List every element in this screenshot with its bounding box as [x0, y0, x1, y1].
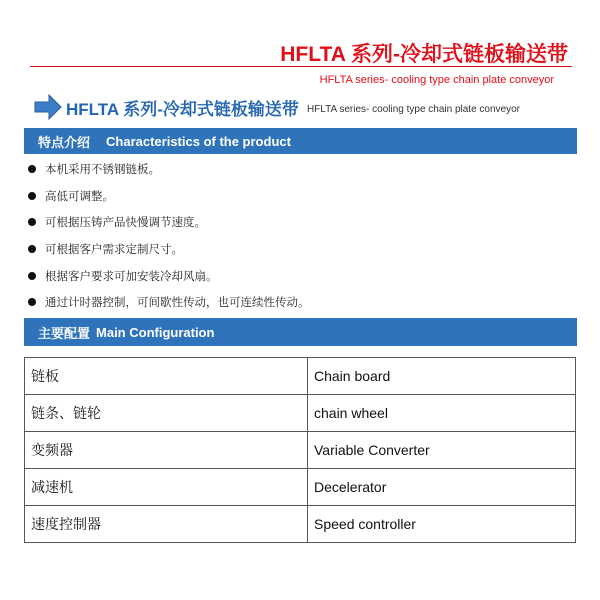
table-cell-en: Speed controller [308, 506, 576, 543]
feature-text: 根据客户要求可加安装冷却风扇。 [45, 270, 218, 283]
table-cell-cn: 链板 [25, 358, 308, 395]
bullet-icon [28, 218, 36, 226]
bullet-icon [28, 272, 36, 280]
bullet-icon [28, 165, 36, 173]
feature-text: 可根据压铸产品快慢调节速度。 [45, 217, 206, 230]
features-header-bar [24, 128, 577, 154]
table-cell-cn: 链条、链轮 [25, 395, 308, 432]
config-table [24, 357, 576, 543]
table-cell-cn: 减速机 [25, 469, 308, 506]
config-label-en: Main Configuration [96, 324, 215, 340]
features-label-en: Characteristics of the product [106, 133, 291, 149]
list-item [28, 262, 568, 289]
list-item [28, 236, 568, 263]
list-item [28, 183, 568, 210]
config-header-bar [24, 318, 577, 346]
table-cell-en: Variable Converter [308, 432, 576, 469]
feature-text: 可根据客户需求定制尺寸。 [45, 244, 183, 257]
table-row [25, 506, 576, 543]
title-divider [30, 66, 572, 67]
table-cell-cn: 变频器 [25, 432, 308, 469]
list-item [28, 209, 568, 236]
page-title: HFLTA 系列-冷却式链板输送带 [280, 43, 568, 66]
table-cell-cn: 速度控制器 [25, 506, 308, 543]
table-cell-en: chain wheel [308, 395, 576, 432]
table-cell-en: Chain board [308, 358, 576, 395]
bullet-icon [28, 298, 36, 306]
list-item [28, 289, 568, 316]
features-list [28, 156, 568, 316]
arrow-right-icon [34, 94, 62, 120]
section-heading [34, 93, 520, 121]
heading-title: HFLTA 系列-冷却式链板输送带 [66, 99, 299, 119]
bullet-icon [28, 192, 36, 200]
table-row [25, 395, 576, 432]
table-row [25, 469, 576, 506]
bullet-icon [28, 245, 36, 253]
features-label-cn: 特点介绍 [38, 134, 91, 150]
feature-text: 高低可调整。 [45, 190, 114, 203]
feature-text: 本机采用不锈钢链板。 [45, 164, 160, 177]
table-cell-en: Decelerator [308, 469, 576, 506]
config-label-cn: 主要配置 [38, 325, 91, 341]
page-subtitle: HFLTA series- cooling type chain plate conveyor [319, 74, 554, 86]
table-row [25, 432, 576, 469]
table-row [25, 358, 576, 395]
feature-text: 通过计时器控制，可间歇性传动，也可连续性传动。 [45, 297, 310, 310]
list-item [28, 156, 568, 183]
heading-subtitle: HFLTA series- cooling type chain plate conveyor [306, 103, 521, 115]
